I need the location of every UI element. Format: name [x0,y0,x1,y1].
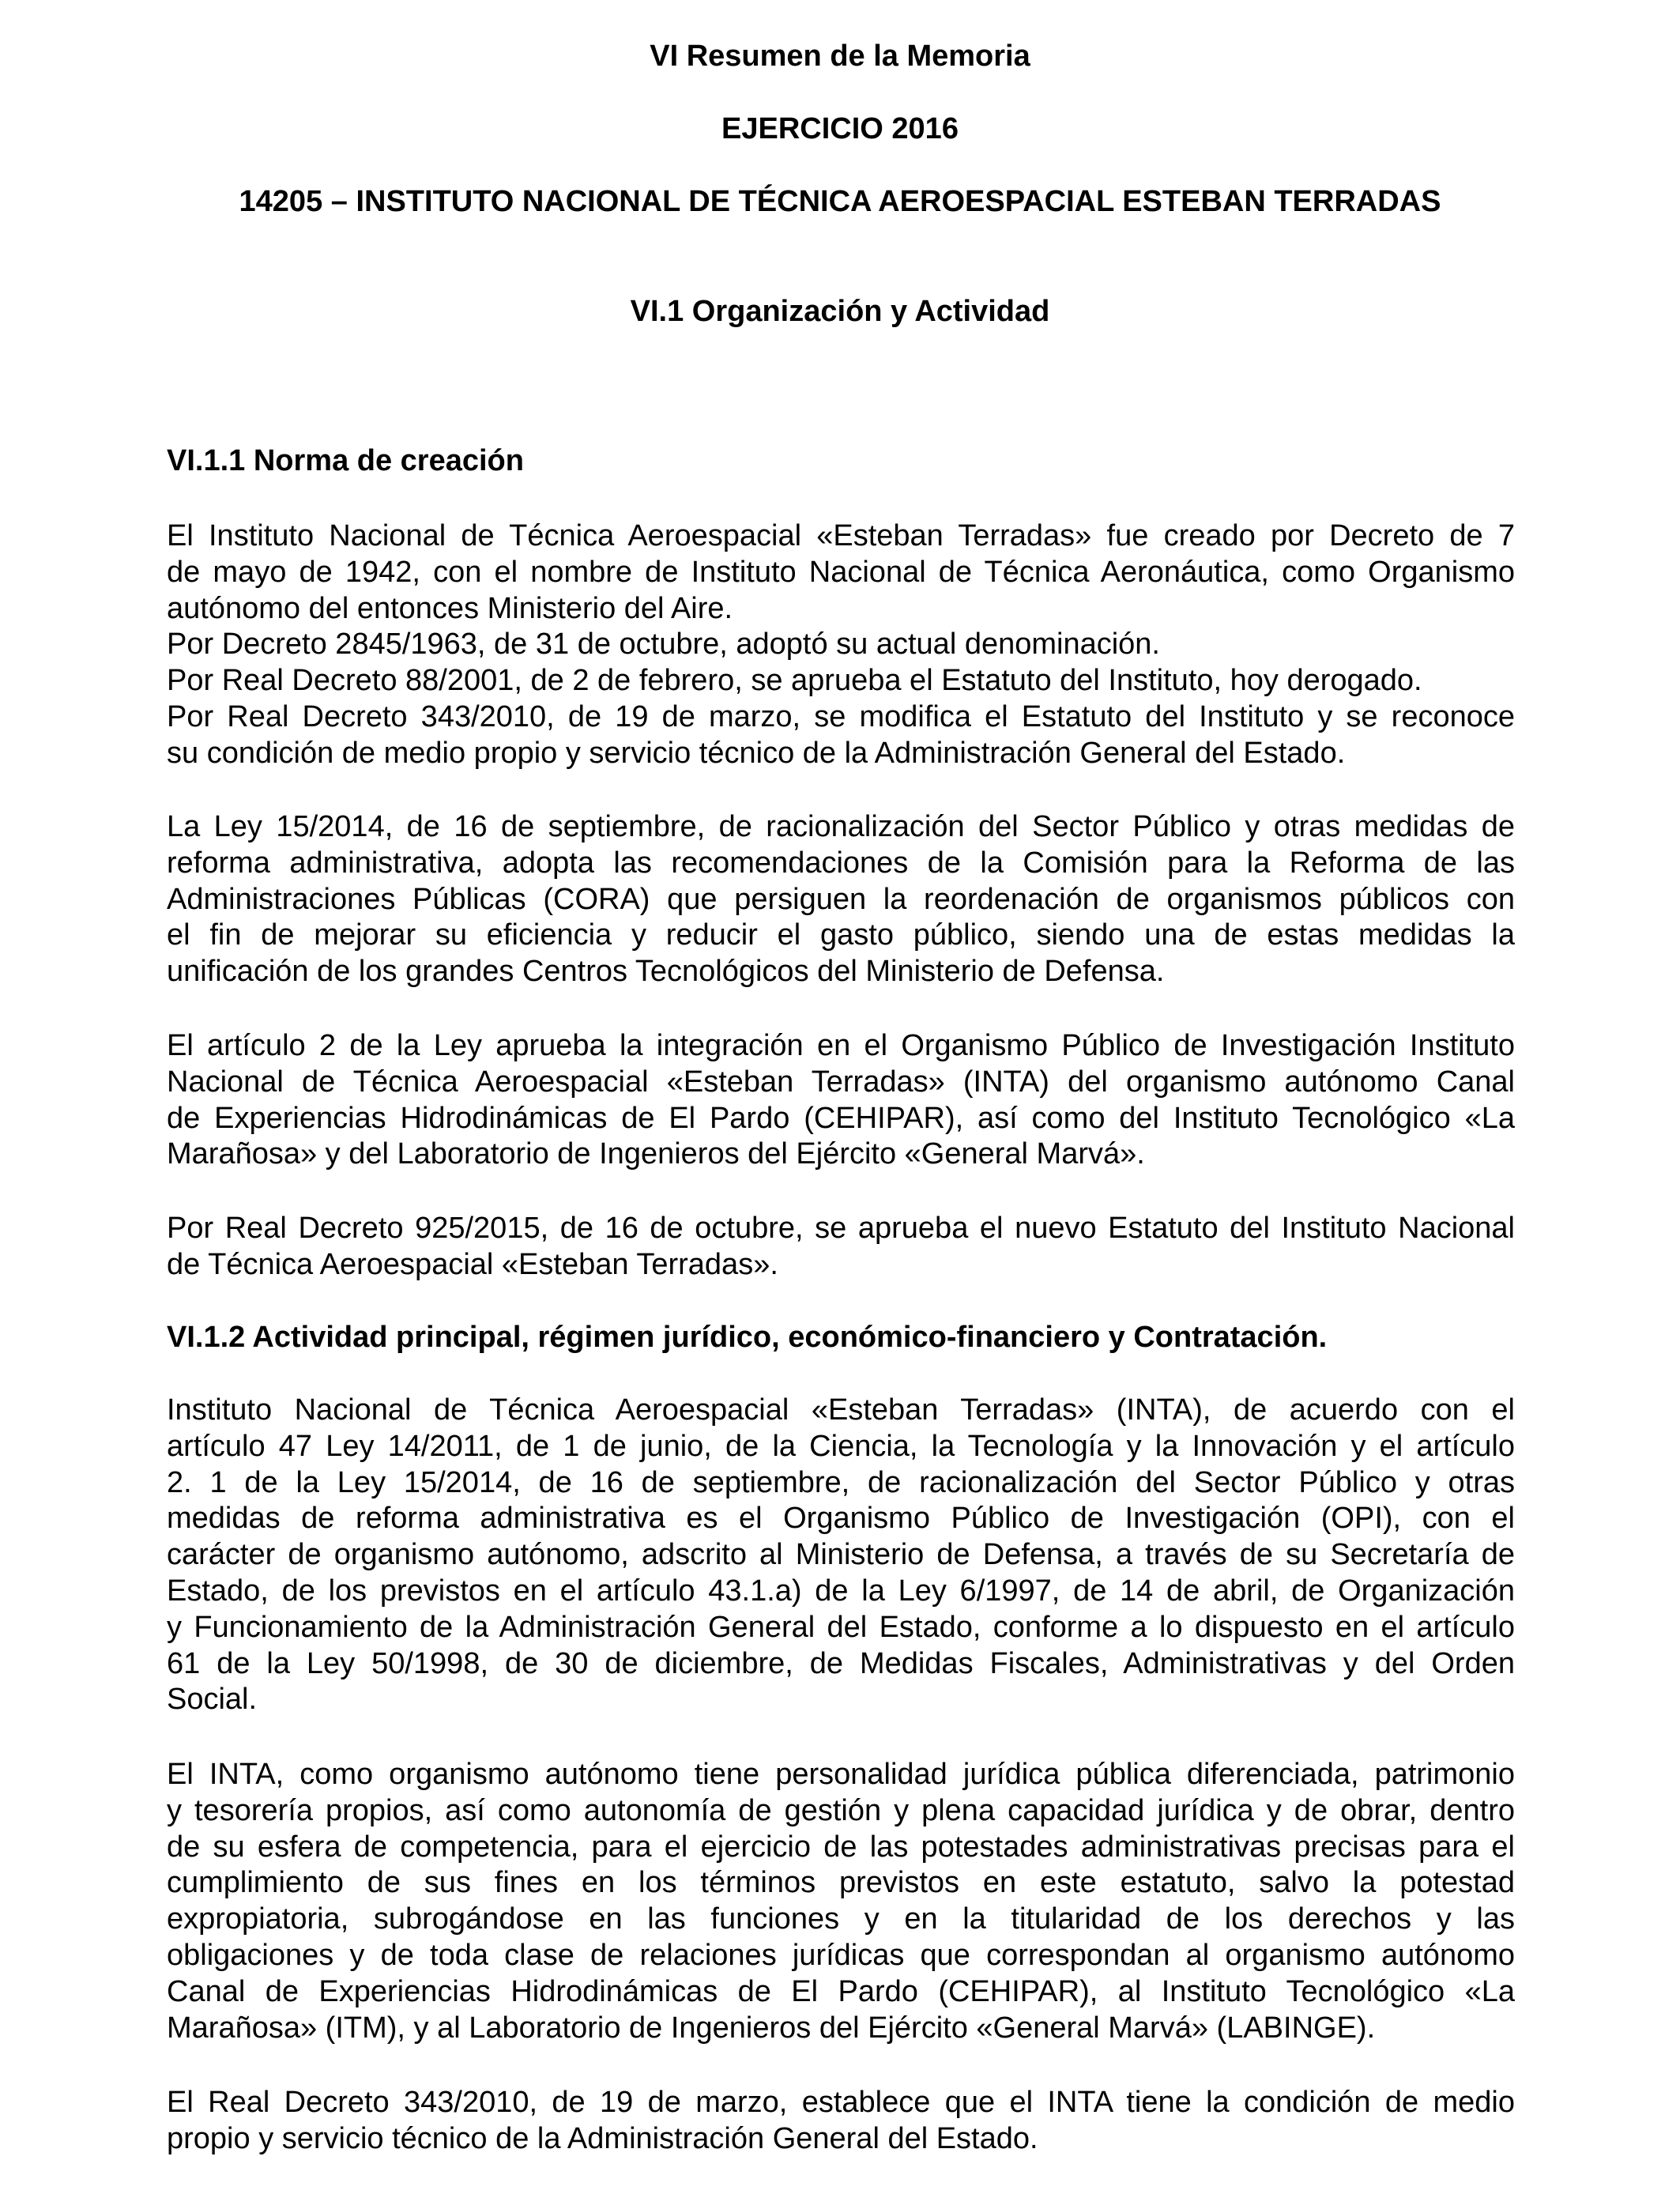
text-line: autónomo del entonces Ministerio del Aire. [167,591,733,625]
text-line: su condición de medio propio y servicio técnico de la Administración General del Estado. [167,736,1346,770]
section-title: VI.1 Organización y Actividad [630,295,1050,328]
paragraph-norma-creacion [167,518,1515,772]
text-line: Marañosa» y del Laboratorio de Ingenieros del Ejército «General Marvá». [167,1137,1145,1171]
text-line: de mayo de 1942, con el nombre de Instituto Nacional de Técnica Aeronáutica, como Organismo [167,555,1515,589]
text-line: Por Real Decreto 88/2001, de 2 de febrero, se aprueba el Estatuto del Instituto, hoy derogado. [167,664,1422,698]
text-line: 61 de la Ley 50/1998, de 30 de diciembre, de Medidas Fiscales, Administrativas y del Orden [167,1646,1515,1680]
text-line: El Instituto Nacional de Técnica Aeroespacial «Esteban Terradas» fue creado por Decreto de 7 [167,519,1515,552]
text-line: medidas de reforma administrativa es el Organismo Público de Investigación (OPI), con el [167,1502,1515,1536]
paragraph-articulo-2 [167,1028,1515,1173]
text-line: de su esfera de competencia, para el ejercicio de las potestades administrativas precisas para el [167,1830,1515,1864]
text-line: La Ley 15/2014, de 16 de septiembre, de racionalización del Sector Público y otras medidas de [167,810,1515,843]
text-line: Nacional de Técnica Aeroespacial «Esteban Terradas» (INTA) del organismo autónomo Canal [167,1065,1515,1099]
text-line: Marañosa» (ITM), y al Laboratorio de Ingenieros del Ejército «General Marvá» (LABINGE). [167,2011,1376,2045]
text-line: El artículo 2 de la Ley aprueba la integración en el Organismo Público de Investigación Instituto [167,1029,1515,1062]
text-line: Social. [167,1683,258,1717]
text-line: y Funcionamiento de la Administración General del Estado, conforme a lo dispuesto en el artículo [167,1610,1515,1644]
text-line: El Real Decreto 343/2010, de 19 de marzo, establece que el INTA tiene la condición de medio [167,2086,1515,2119]
paragraph-inta-autonomo [167,1757,1515,2046]
text-line: Por Real Decreto 343/2010, de 19 de marzo, se modifica el Estatuto del Instituto y se reconoce [167,699,1515,733]
text-line: artículo 47 Ley 14/2011, de 1 de junio, de la Ciencia, la Tecnología y la Innovación y el artículo [167,1429,1515,1463]
document-title: VI Resumen de la Memoria [650,40,1030,73]
text-line: obligaciones y de toda clase de relaciones jurídicas que correspondan al organismo autónomo [167,1938,1515,1972]
exercise-year: EJERCICIO 2016 [721,112,959,145]
text-line: Instituto Nacional de Técnica Aeroespacial «Esteban Terradas» (INTA), de acuerdo con el [167,1393,1515,1427]
text-line: unificación de los grandes Centros Tecnológicos del Ministerio de Defensa. [167,955,1165,989]
paragraph-medio-propio [167,2085,1515,2158]
text-line: cumplimiento de sus fines en los términos previstos en este estatuto, salvo la potestad [167,1866,1515,1900]
text-line: el fin de mejorar su eficiencia y reducir el gasto público, siendo una de estas medidas la [167,918,1515,952]
paragraph-ley-15-2014 [167,809,1515,990]
text-line: de Experiencias Hidrodinámicas de El Pardo (CEHIPAR), así como del Instituto Tecnológico «La [167,1101,1515,1135]
subsection-heading-norma: VI.1.1 Norma de creación [167,444,524,477]
text-line: El INTA, como organismo autónomo tiene personalidad jurídica pública diferenciada, patrimonio [167,1758,1515,1791]
text-line: expropiatoria, subrogándose en las funciones y en la titularidad de los derechos y las [167,1902,1515,1936]
text-line: Canal de Experiencias Hidrodinámicas de El Pardo (CEHIPAR), al Instituto Tecnológico «La [167,1974,1515,2008]
paragraph-real-decreto-925 [167,1211,1515,1284]
text-line: 2. 1 de la Ley 15/2014, de 16 de septiembre, de racionalización del Sector Público y otras [167,1465,1515,1499]
subsection-heading-actividad: VI.1.2 Actividad principal, régimen jurídico, económico-financiero y Contratación. [167,1321,1328,1354]
text-line: Estado, de los previstos en el artículo 43.1.a) de la Ley 6/1997, de 14 de abril, de Organización [167,1574,1515,1608]
text-line: de Técnica Aeroespacial «Esteban Terradas». [167,1247,778,1281]
text-line: Por Decreto 2845/1963, de 31 de octubre, adoptó su actual denominación. [167,628,1160,662]
paragraph-inta-opi [167,1393,1515,1718]
text-line: carácter de organismo autónomo, adscrito al Ministerio de Defensa, a través de su Secretaría de [167,1538,1515,1572]
text-line: y tesorería propios, así como autonomía de gestión y plena capacidad jurídica y de obrar, dentro [167,1793,1515,1827]
text-line: propio y servicio técnico de la Administración General del Estado. [167,2121,1038,2155]
entity-name: 14205 – INSTITUTO NACIONAL DE TÉCNICA AEROESPACIAL ESTEBAN TERRADAS [239,185,1441,218]
text-line: Administraciones Públicas (CORA) que persiguen la reordenación de organismos públicos con [167,882,1515,916]
text-line: Por Real Decreto 925/2015, de 16 de octubre, se aprueba el nuevo Estatuto del Instituto Nacional [167,1212,1515,1245]
text-line: reforma administrativa, adopta las recomendaciones de la Comisión para la Reforma de las [167,846,1515,880]
